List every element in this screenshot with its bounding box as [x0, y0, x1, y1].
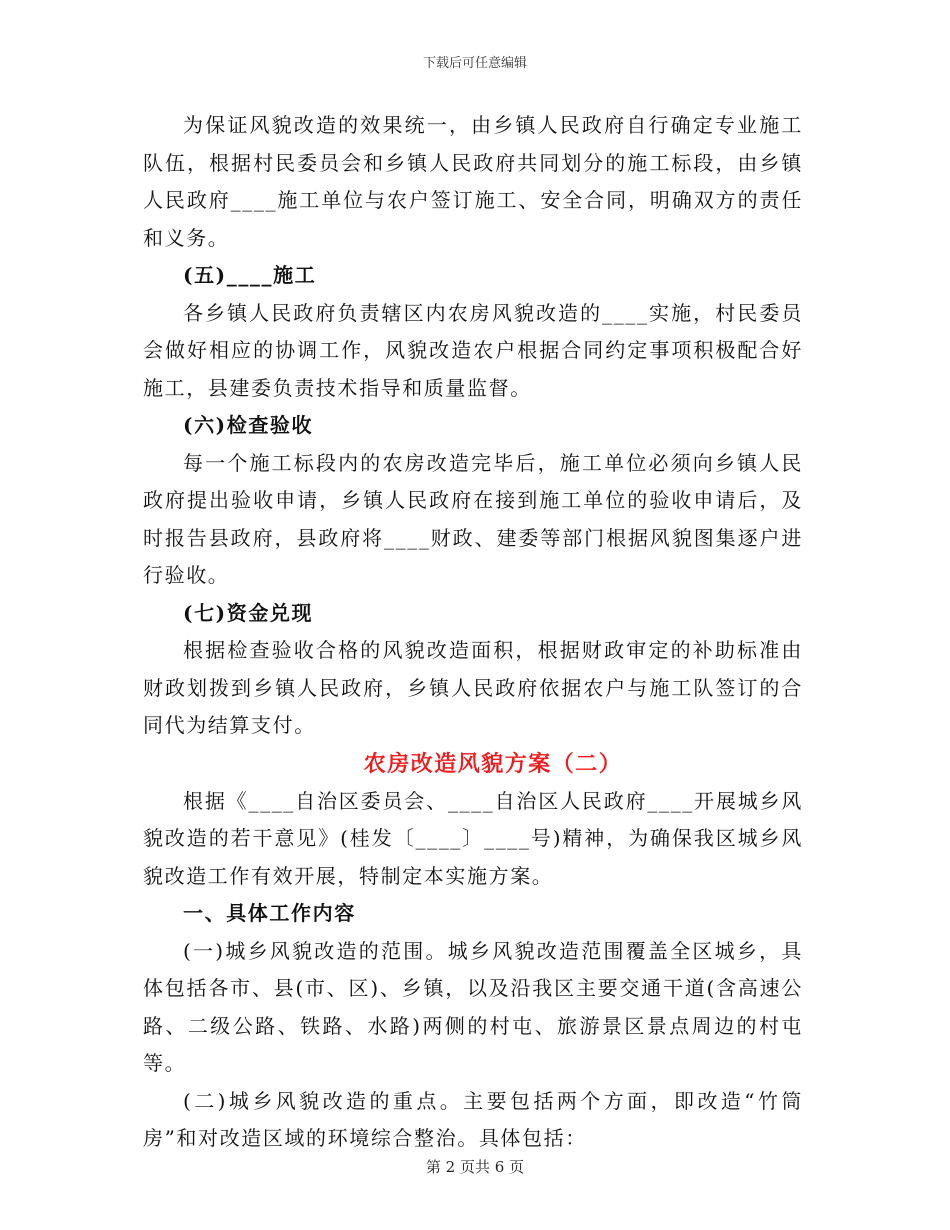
paragraph-inspection: 每一个施工标段内的农房改造完毕后，施工单位必须向乡镇人民政府提出验收申请，乡镇人民政府在接到施工单位的验收申请后，及时报告县政府，县政府将____财政、建委等部门根据风貌图集逐户进行验收。 [143, 450, 803, 587]
heading-inspection: (六)检查验收 [183, 413, 314, 437]
paragraph-construction-team: 为保证风貌改造的效果统一，由乡镇人民政府自行确定专业施工队伍，根据村民委员会和乡镇人民政府共同划分的施工标段，由乡镇人民政府____施工单位与农户签订施工、安全合同，明确双方的责任和义务。 [143, 113, 803, 250]
document-body [143, 107, 803, 1158]
paragraph-intro: 根据《____自治区委员会、____自治区人民政府____开展城乡风貌改造的若干意见》(桂发〔____〕____号)精神，为确保我区城乡风貌改造工作有效开展，特制定本实施方案。 [143, 788, 803, 888]
paragraph-construction: 各乡镇人民政府负责辖区内农房风貌改造的____实施，村民委员会做好相应的协调工作，风貌改造农户根据合同约定事项积极配合好施工，县建委负责技术指导和质量监督。 [143, 300, 803, 400]
heading-work-content: 一、具体工作内容 [183, 901, 356, 925]
page-number: 第 2 页共 6 页 [425, 1158, 525, 1176]
paragraph-scope: (一)城乡风貌改造的范围。城乡风貌改造范围覆盖全区城乡，具体包括各市、县(市、区)、乡镇，以及沿我区主要交通干道(含高速公路、二级公路、铁路、水路)两侧的村屯、旅游景区景点周边的村屯等。 [143, 938, 803, 1075]
heading-construction: (五)____施工 [183, 263, 317, 287]
paragraph-focus: (二)城乡风貌改造的重点。主要包括两个方面，即改造“竹筒房”和对改造区域的环境综合整治。具体包括： [143, 1088, 803, 1150]
heading-funding: (七)资金兑现 [183, 600, 314, 625]
section-title: 农房改造风貌方案（二） [363, 750, 623, 777]
paragraph-funding: 根据检查验收合格的风貌改造面积，根据财政审定的补助标准由财政划拨到乡镇人民政府，乡镇人民政府依据农户与施工队签订的合同代为结算支付。 [143, 638, 803, 737]
header-note: 下载后可任意编辑 [422, 56, 527, 71]
